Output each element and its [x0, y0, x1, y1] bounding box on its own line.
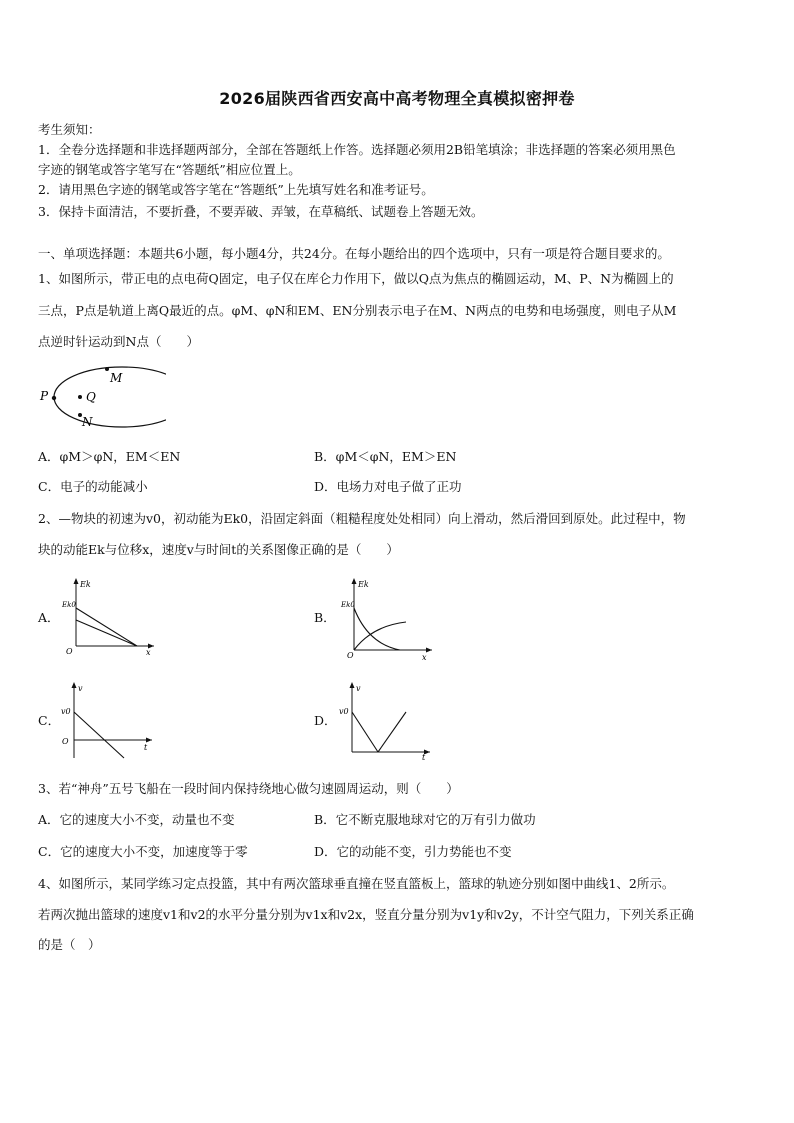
origin-label: O — [62, 737, 69, 746]
axis-label-x: x — [146, 648, 151, 656]
graph-d-v-t — [336, 678, 436, 760]
notice-heading: 考生须知： — [38, 122, 101, 137]
graph-c-v-t — [58, 678, 158, 760]
axis-label-v0: v0 — [61, 707, 71, 716]
question-4-text: 若两次抛出篮球的速度v1和v2的水平分量分别为v1x和v2x，竖直分量分别为v1y和v2y，不计空气阻力，下列关系正确 — [38, 907, 694, 922]
question-2-text: 块的动能Ek与位移x，速度v与时间t的关系图像正确的是（ ） — [38, 542, 399, 557]
q3-option-c: C．它的速度大小不变，加速度等于零 — [38, 844, 248, 859]
q1-option-d: D．电场力对电子做了正功 — [314, 479, 462, 494]
q2-option-d-label: D． — [314, 713, 337, 728]
origin-label: O — [347, 651, 354, 660]
graph-a-ek-x — [60, 574, 160, 656]
q1-option-a: A．φM＞φN，EM＜EN — [38, 449, 181, 464]
notice-item: 3．保持卡面清洁，不要折叠，不要弄破、弄皱，在草稿纸、试题卷上答题无效。 — [38, 204, 484, 219]
axis-label-ek: Ek — [80, 580, 91, 589]
question-1-text: 三点，P点是轨道上离Q最近的点。φM、φN和EM、EN分别表示电子在M、N两点的电势和电场强度，则电子从M — [38, 303, 677, 318]
label-n: N — [82, 415, 93, 429]
origin-label: O — [66, 647, 73, 656]
question-1-text: 1、如图所示，带正电的点电荷Q固定，电子仅在库仑力作用下，做以Q点为焦点的椭圆运动，M、P、N为椭圆上的 — [38, 271, 674, 286]
question-2-text: 2、—物块的初速为v0，初动能为Ek0，沿固定斜面（粗糙程度处处相同）向上滑动，然后滑回到原处。此过程中，物 — [38, 511, 686, 526]
axis-label-ek: Ek — [358, 580, 369, 589]
question-1-text: 点逆时针运动到N点（ ） — [38, 334, 199, 349]
notice-item: 1．全卷分选择题和非选择题两部分，全部在答题纸上作答。选择题必须用2B铅笔填涂；非选择题的答案必须用黑色 — [38, 142, 676, 157]
question-4-text: 的是（ ） — [38, 937, 101, 952]
ellipse-orbit-figure — [36, 364, 166, 434]
q2-option-b-label: B． — [314, 610, 336, 625]
label-p: P — [40, 389, 49, 403]
axis-label-ek0: Ek0 — [341, 601, 355, 609]
question-4-text: 4、如图所示，某同学练习定点投篮，其中有两次篮球垂直撞在竖直篮板上，篮球的轨迹分别如图中曲线1、2所示。 — [38, 876, 675, 891]
notice-item: 字迹的钢笔或答字笔写在“答题纸”相应位置上。 — [38, 162, 301, 177]
question-3-text: 3、若“神舟”五号飞船在一段时间内保持绕地心做匀速圆周运动，则（ ） — [38, 781, 459, 796]
q3-option-a: A．它的速度大小不变，动量也不变 — [38, 812, 235, 827]
axis-label-v0: v0 — [339, 707, 349, 716]
axis-label-v: v — [356, 684, 361, 693]
q1-option-b: B．φM＜φN，EM＞EN — [314, 449, 457, 464]
notice-item: 2．请用黑色字迹的钢笔或答字笔在“答题纸”上先填写姓名和准考证号。 — [38, 182, 434, 197]
axis-label-t: t — [422, 753, 426, 760]
q2-option-a-label: A． — [38, 610, 60, 625]
q2-option-c-label: C． — [38, 713, 61, 728]
axis-label-v: v — [78, 684, 83, 693]
label-q: Q — [86, 390, 96, 404]
section-heading: 一、单项选择题：本题共6小题，每小题4分，共24分。在每小题给出的四个选项中，只有一项是符合题目要求的。 — [38, 246, 670, 261]
graph-b-ek-x — [338, 574, 438, 664]
label-m: M — [110, 371, 123, 385]
q3-option-d: D．它的动能不变，引力势能也不变 — [314, 844, 512, 859]
axis-label-x: x — [422, 653, 427, 662]
q1-option-c: C．电子的动能减小 — [38, 479, 148, 494]
axis-label-ek0: Ek0 — [62, 601, 76, 609]
page-title: 2026届陕西省西安高中高考物理全真模拟密押卷 — [219, 89, 575, 108]
q3-option-b: B．它不断克服地球对它的万有引力做功 — [314, 812, 536, 827]
axis-label-t: t — [144, 743, 148, 752]
